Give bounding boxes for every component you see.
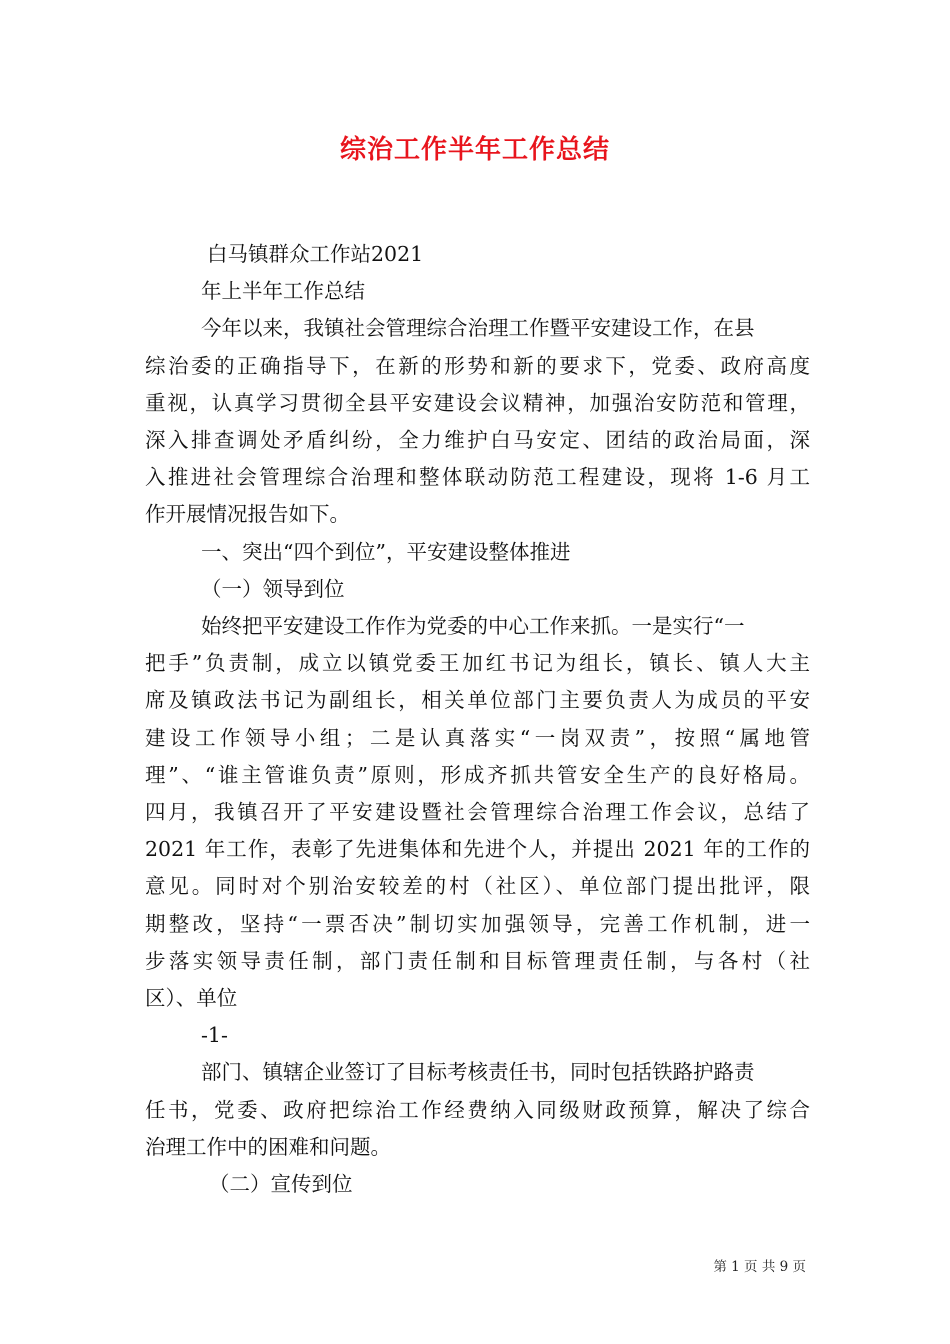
paragraph-line: 席及镇政法书记为副组长，相关单位部门主要负责人为成员的平安 — [145, 688, 810, 713]
section-heading: 一、突出“四个到位”，平安建设整体推进 — [201, 539, 571, 564]
subsection-heading: （二）宣传到位 — [209, 1172, 353, 1197]
paragraph-line: 部门、镇辖企业签订了目标考核责任书，同时包括铁路护路责 — [201, 1060, 755, 1085]
paragraph-line: 深入排查调处矛盾纠纷，全力维护白马安定、团结的政治局面，深 — [145, 428, 810, 453]
paragraph-line: 治理工作中的困难和问题。 — [145, 1134, 391, 1159]
paragraph-line: 步落实领导责任制，部门责任制和目标管理责任制，与各村（社 — [145, 948, 810, 973]
paragraph-line: 区）、单位 — [145, 986, 238, 1011]
inline-page-number: -1- — [201, 1023, 228, 1048]
page-indicator: 第 1 页 共 9 页 — [713, 1259, 806, 1275]
paragraph-line: 重视，认真学习贯彻全县平安建设会议精神，加强治安防范和管理， — [145, 390, 810, 415]
document-body — [145, 236, 810, 1203]
paragraph-line: 意见。同时对个别治安较差的村（社区）、单位部门提出批评，限 — [145, 874, 810, 899]
paragraph-line: 期整改，坚持“一票否决”制切实加强领导，完善工作机制，进一 — [145, 911, 810, 936]
paragraph-line: 入推进社会管理综合治理和整体联动防范工程建设，现将 1-6 月工 — [145, 465, 810, 490]
paragraph-line: 任书，党委、政府把综治工作经费纳入同级财政预算，解决了综合 — [145, 1097, 810, 1122]
paragraph-line: 始终把平安建设工作作为党委的中心工作来抓。一是实行“一 — [201, 614, 745, 639]
document-title: 综治工作半年工作总结 — [339, 135, 610, 165]
paragraph-line: 综治委的正确指导下，在新的形势和新的要求下，党委、政府高度 — [145, 353, 810, 378]
paragraph-line: 白马镇群众工作站2021 — [207, 242, 424, 266]
paragraph-line: 作开展情况报告如下。 — [145, 502, 350, 527]
subsection-heading: （一）领导到位 — [201, 576, 345, 601]
paragraph-line: 理”、“谁主管谁负责”原则，形成齐抓共管安全生产的良好格局。 — [145, 762, 810, 787]
paragraph-line: 今年以来，我镇社会管理综合治理工作暨平安建设工作，在县 — [201, 316, 755, 341]
paragraph-line: 年上半年工作总结 — [201, 279, 365, 304]
paragraph-line: 建设工作领导小组；二是认真落实“一岗双责”，按照“属地管 — [145, 725, 810, 750]
paragraph-line: 2021 年工作，表彰了先进集体和先进个人，并提出 2021 年的工作的 — [145, 837, 810, 862]
paragraph-line: 把手”负责制，成立以镇党委王加红书记为组长，镇长、镇人大主 — [145, 651, 810, 676]
paragraph-line: 四月，我镇召开了平安建设暨社会管理综合治理工作会议，总结了 — [145, 800, 810, 825]
